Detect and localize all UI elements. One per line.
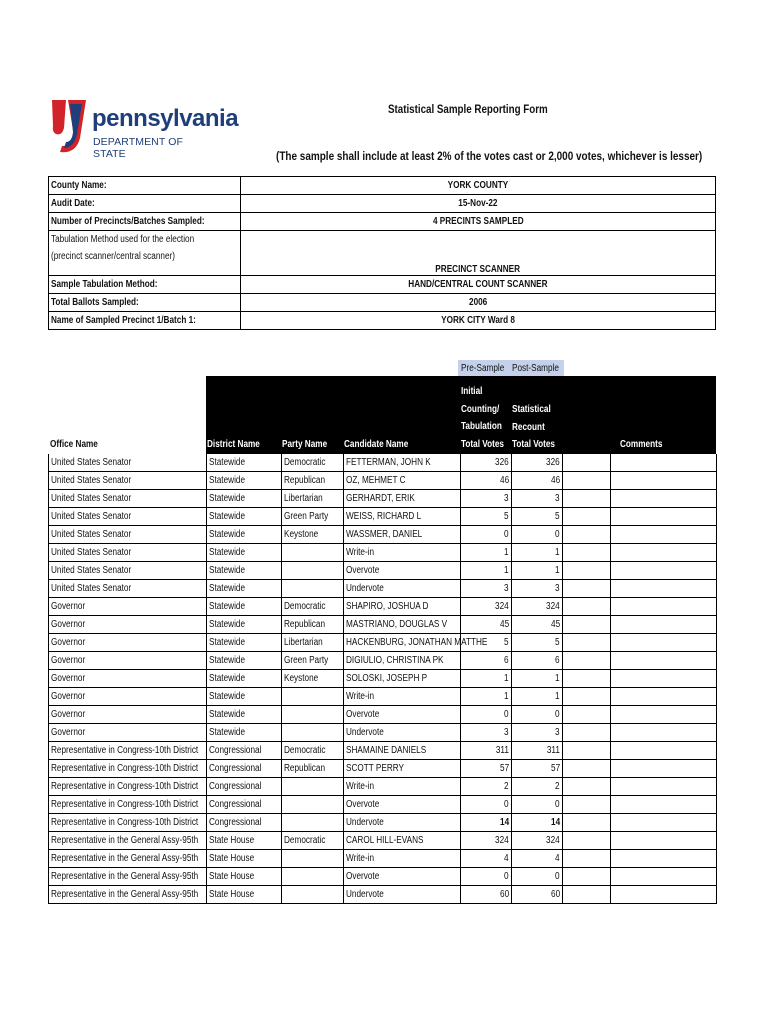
table-row <box>49 508 717 526</box>
recount-votes-cell: 6 <box>512 652 563 670</box>
office-cell: Governor <box>49 652 207 670</box>
party-cell <box>282 868 344 886</box>
recount-votes-cell: 2 <box>512 778 563 796</box>
district-cell: Statewide <box>207 724 282 742</box>
district-cell: Congressional <box>207 760 282 778</box>
initial-votes-cell: 57 <box>461 760 512 778</box>
recount-votes-cell: 14 <box>512 814 563 832</box>
candidate-cell: WASSMER, DANIEL <box>344 526 461 544</box>
party-cell <box>282 562 344 580</box>
initial-votes-cell: 2 <box>461 778 512 796</box>
table-row <box>49 490 717 508</box>
comments-cell <box>611 688 717 706</box>
total-ballots-value: 2006 <box>241 294 716 312</box>
district-cell: Statewide <box>207 706 282 724</box>
party-cell <box>282 778 344 796</box>
office-cell: United States Senator <box>49 508 207 526</box>
table-row <box>49 580 717 598</box>
recount-votes-cell: 5 <box>512 508 563 526</box>
party-cell <box>282 706 344 724</box>
recount-votes-cell: 324 <box>512 598 563 616</box>
blank-cell <box>563 526 611 544</box>
recount-votes-cell: 311 <box>512 742 563 760</box>
recount-votes-cell: 60 <box>512 886 563 904</box>
recount-votes-cell: 326 <box>512 454 563 472</box>
candidate-cell: Undervote <box>344 724 461 742</box>
office-cell: United States Senator <box>49 544 207 562</box>
recount-votes-cell: 0 <box>512 706 563 724</box>
initial-votes-cell: 3 <box>461 490 512 508</box>
district-cell: Statewide <box>207 472 282 490</box>
candidate-cell: GERHARDT, ERIK <box>344 490 461 508</box>
candidate-cell: WEISS, RICHARD L <box>344 508 461 526</box>
party-cell <box>282 688 344 706</box>
district-cell: Statewide <box>207 688 282 706</box>
candidate-cell: Undervote <box>344 580 461 598</box>
pre-sample-label: Pre-Sample <box>461 363 505 374</box>
recount-votes-cell: 1 <box>512 562 563 580</box>
party-cell <box>282 796 344 814</box>
office-cell: Representative in Congress-10th District <box>49 742 207 760</box>
sample-method-value: HAND/CENTRAL COUNT SCANNER <box>241 276 716 294</box>
party-cell: Democratic <box>282 454 344 472</box>
candidate-cell: MASTRIANO, DOUGLAS V <box>344 616 461 634</box>
pa-department-of-state-logo <box>50 98 239 160</box>
comments-cell <box>611 832 717 850</box>
district-cell: Congressional <box>207 778 282 796</box>
initial-votes-cell: 1 <box>461 562 512 580</box>
party-cell <box>282 724 344 742</box>
recount-votes-cell: 0 <box>512 526 563 544</box>
office-cell: United States Senator <box>49 526 207 544</box>
party-cell <box>282 850 344 868</box>
recount-votes-cell: 0 <box>512 796 563 814</box>
table-row <box>49 544 717 562</box>
blank-cell <box>563 454 611 472</box>
candidate-cell: Write-in <box>344 778 461 796</box>
blank-cell <box>563 598 611 616</box>
table-row <box>49 724 717 742</box>
blank-cell <box>563 616 611 634</box>
table-row <box>49 868 717 886</box>
party-cell: Republican <box>282 760 344 778</box>
district-cell: State House <box>207 832 282 850</box>
form-subtitle: (The sample shall include at least 2% of the votes cast or 2,000 votes, whichever is lesser) <box>276 149 703 163</box>
office-cell: United States Senator <box>49 472 207 490</box>
form-title: Statistical Sample Reporting Form <box>388 104 548 116</box>
blank-cell <box>563 562 611 580</box>
blank-cell <box>563 508 611 526</box>
county-label: County Name: <box>49 177 241 195</box>
comments-cell <box>611 670 717 688</box>
party-cell: Republican <box>282 616 344 634</box>
comments-cell <box>611 454 717 472</box>
comments-cell <box>611 544 717 562</box>
blank-cell <box>563 850 611 868</box>
initial-votes-cell: 1 <box>461 688 512 706</box>
table-row <box>49 796 717 814</box>
district-name-header: District Name <box>207 439 260 450</box>
table-row <box>49 454 717 472</box>
office-cell: United States Senator <box>49 562 207 580</box>
audit-date-label: Audit Date: <box>49 195 241 213</box>
comments-cell <box>611 490 717 508</box>
post-sample-label: Post-Sample <box>512 363 559 374</box>
district-cell: Statewide <box>207 508 282 526</box>
recount-votes-cell: 324 <box>512 832 563 850</box>
candidate-cell: CAROL HILL-EVANS <box>344 832 461 850</box>
initial-votes-cell: 3 <box>461 580 512 598</box>
district-cell: Statewide <box>207 652 282 670</box>
candidate-cell: Write-in <box>344 544 461 562</box>
initial-votes-cell: 5 <box>461 508 512 526</box>
district-cell: Statewide <box>207 580 282 598</box>
party-cell <box>282 544 344 562</box>
recount-votes-cell: 0 <box>512 868 563 886</box>
initial-votes-cell: 14 <box>461 814 512 832</box>
recount-votes-cell: 45 <box>512 616 563 634</box>
recount-votes-cell: 4 <box>512 850 563 868</box>
table-row <box>49 526 717 544</box>
precincts-sampled-label: Number of Precincts/Batches Sampled: <box>49 213 241 231</box>
candidate-cell: Write-in <box>344 850 461 868</box>
blank-cell <box>563 886 611 904</box>
comments-cell <box>611 724 717 742</box>
candidate-cell: FETTERMAN, JOHN K <box>344 454 461 472</box>
blank-cell <box>563 670 611 688</box>
office-cell: Governor <box>49 688 207 706</box>
comments-cell <box>611 526 717 544</box>
blank-cell <box>563 796 611 814</box>
blank-cell <box>563 868 611 886</box>
office-cell: Representative in the General Assy-95th <box>49 832 207 850</box>
blank-cell <box>563 832 611 850</box>
comments-cell <box>611 580 717 598</box>
office-cell: Governor <box>49 598 207 616</box>
initial-votes-cell: 60 <box>461 886 512 904</box>
initial-votes-cell: 311 <box>461 742 512 760</box>
district-cell: Statewide <box>207 526 282 544</box>
precinct-name-value: YORK CITY Ward 8 <box>241 312 716 330</box>
office-cell: Governor <box>49 724 207 742</box>
office-cell: Representative in the General Assy-95th <box>49 886 207 904</box>
sample-method-label: Sample Tabulation Method: <box>49 276 241 294</box>
candidate-cell: SCOTT PERRY <box>344 760 461 778</box>
office-cell: United States Senator <box>49 580 207 598</box>
office-cell: Governor <box>49 670 207 688</box>
initial-votes-cell: 5 <box>461 634 512 652</box>
initial-votes-cell: 45 <box>461 616 512 634</box>
tabulation-method-value: PRECINCT SCANNER <box>241 231 716 276</box>
recount-votes-cell: 46 <box>512 472 563 490</box>
blank-cell <box>563 814 611 832</box>
table-row <box>49 472 717 490</box>
county-value: YORK COUNTY <box>241 177 716 195</box>
district-cell: Statewide <box>207 616 282 634</box>
party-cell <box>282 814 344 832</box>
comments-header: Comments <box>620 439 663 450</box>
recount-votes-cell: 57 <box>512 760 563 778</box>
initial-votes-cell: 0 <box>461 868 512 886</box>
initial-votes-cell: 1 <box>461 544 512 562</box>
party-cell <box>282 886 344 904</box>
candidate-cell: Overvote <box>344 562 461 580</box>
table-row <box>49 688 717 706</box>
party-cell: Republican <box>282 472 344 490</box>
comments-cell <box>611 850 717 868</box>
district-cell: State House <box>207 850 282 868</box>
blank-cell <box>563 544 611 562</box>
party-cell: Democratic <box>282 742 344 760</box>
candidate-cell: Overvote <box>344 706 461 724</box>
table-row <box>49 814 717 832</box>
office-cell: Representative in Congress-10th District <box>49 760 207 778</box>
candidate-cell: DIGIULIO, CHRISTINA PK <box>344 652 461 670</box>
party-cell: Democratic <box>282 832 344 850</box>
candidate-cell: Write-in <box>344 688 461 706</box>
table-row <box>49 778 717 796</box>
party-cell: Libertarian <box>282 634 344 652</box>
table-row <box>49 742 717 760</box>
district-cell: Statewide <box>207 670 282 688</box>
comments-cell <box>611 634 717 652</box>
blank-cell <box>563 634 611 652</box>
comments-cell <box>611 760 717 778</box>
table-row <box>49 832 717 850</box>
district-cell: State House <box>207 868 282 886</box>
party-cell: Keystone <box>282 526 344 544</box>
recount-votes-cell: 1 <box>512 670 563 688</box>
party-cell: Green Party <box>282 508 344 526</box>
district-cell: Statewide <box>207 490 282 508</box>
blank-cell <box>563 472 611 490</box>
comments-cell <box>611 616 717 634</box>
candidate-cell: Overvote <box>344 796 461 814</box>
party-cell: Green Party <box>282 652 344 670</box>
initial-votes-cell: 0 <box>461 796 512 814</box>
initial-votes-cell: 3 <box>461 724 512 742</box>
comments-cell <box>611 598 717 616</box>
party-cell: Keystone <box>282 670 344 688</box>
initial-votes-cell: 324 <box>461 598 512 616</box>
candidate-name-header: Candidate Name <box>344 439 409 450</box>
district-cell: Statewide <box>207 562 282 580</box>
initial-votes-cell: 0 <box>461 706 512 724</box>
blank-cell <box>563 580 611 598</box>
audit-date-value: 15-Nov-22 <box>241 195 716 213</box>
comments-cell <box>611 562 717 580</box>
recount-votes-cell: 3 <box>512 490 563 508</box>
office-cell: Governor <box>49 616 207 634</box>
district-cell: Statewide <box>207 454 282 472</box>
district-cell: State House <box>207 886 282 904</box>
initial-votes-cell: 324 <box>461 832 512 850</box>
blank-cell <box>563 724 611 742</box>
initial-votes-cell: 4 <box>461 850 512 868</box>
candidate-cell: Undervote <box>344 814 461 832</box>
district-cell: Congressional <box>207 742 282 760</box>
candidate-cell: SHAPIRO, JOSHUA D <box>344 598 461 616</box>
office-cell: Representative in Congress-10th District <box>49 814 207 832</box>
candidate-cell: SOLOSKI, JOSEPH P <box>344 670 461 688</box>
comments-cell <box>611 652 717 670</box>
party-cell: Libertarian <box>282 490 344 508</box>
party-cell: Democratic <box>282 598 344 616</box>
table-row <box>49 616 717 634</box>
comments-cell <box>611 508 717 526</box>
header-info-table <box>48 176 716 330</box>
office-cell: Governor <box>49 634 207 652</box>
keystone-logo-icon <box>50 98 90 156</box>
pre-post-sample-band <box>458 360 564 377</box>
comments-cell <box>611 796 717 814</box>
logo-wordmark: pennsylvania <box>92 105 239 132</box>
precinct-name-label: Name of Sampled Precinct 1/Batch 1: <box>49 312 241 330</box>
office-cell: Representative in Congress-10th District <box>49 778 207 796</box>
office-cell: Representative in the General Assy-95th <box>49 850 207 868</box>
party-cell <box>282 580 344 598</box>
statistical-recount-header: Statistical Recount Total Votes <box>512 404 555 450</box>
blank-cell <box>563 742 611 760</box>
table-row <box>49 652 717 670</box>
table-row <box>49 886 717 904</box>
comments-cell <box>611 706 717 724</box>
blank-cell <box>563 652 611 670</box>
table-row <box>49 562 717 580</box>
initial-votes-cell: 6 <box>461 652 512 670</box>
candidate-cell: HACKENBURG, JONATHAN MATTHE <box>344 634 461 652</box>
comments-cell <box>611 472 717 490</box>
initial-votes-cell: 1 <box>461 670 512 688</box>
office-cell: Representative in Congress-10th District <box>49 796 207 814</box>
initial-votes-cell: 46 <box>461 472 512 490</box>
blank-cell <box>563 706 611 724</box>
district-cell: Congressional <box>207 814 282 832</box>
candidate-cell: Undervote <box>344 886 461 904</box>
tabulation-method-label: Tabulation Method used for the election (precinct scanner/central scanner) <box>49 231 241 276</box>
candidate-cell: OZ, MEHMET C <box>344 472 461 490</box>
precincts-sampled-value: 4 PRECINTS SAMPLED <box>241 213 716 231</box>
initial-count-header: Initial Counting/ Tabulation Total Votes <box>461 386 504 450</box>
table-row <box>49 850 717 868</box>
office-cell: Representative in the General Assy-95th <box>49 868 207 886</box>
table-row <box>49 634 717 652</box>
comments-cell <box>611 886 717 904</box>
logo-subtitle: DEPARTMENT OF STATE <box>93 136 183 160</box>
total-ballots-label: Total Ballots Sampled: <box>49 294 241 312</box>
table-row <box>49 598 717 616</box>
blank-cell <box>563 688 611 706</box>
district-cell: Statewide <box>207 544 282 562</box>
table-row <box>49 706 717 724</box>
blank-cell <box>563 490 611 508</box>
office-cell: Governor <box>49 706 207 724</box>
blank-cell <box>563 760 611 778</box>
district-cell: Congressional <box>207 796 282 814</box>
comments-cell <box>611 868 717 886</box>
office-name-header: Office Name <box>50 439 98 450</box>
comments-cell <box>611 814 717 832</box>
comments-cell <box>611 742 717 760</box>
district-cell: Statewide <box>207 598 282 616</box>
recount-votes-cell: 3 <box>512 724 563 742</box>
comments-cell <box>611 778 717 796</box>
recount-votes-cell: 3 <box>512 580 563 598</box>
results-table <box>48 454 717 904</box>
blank-cell <box>563 778 611 796</box>
candidate-cell: Overvote <box>344 868 461 886</box>
office-cell: United States Senator <box>49 454 207 472</box>
district-cell: Statewide <box>207 634 282 652</box>
table-row <box>49 670 717 688</box>
party-name-header: Party Name <box>282 439 328 450</box>
recount-votes-cell: 1 <box>512 544 563 562</box>
recount-votes-cell: 1 <box>512 688 563 706</box>
initial-votes-cell: 0 <box>461 526 512 544</box>
recount-votes-cell: 5 <box>512 634 563 652</box>
candidate-cell: SHAMAINE DANIELS <box>344 742 461 760</box>
table-row <box>49 760 717 778</box>
office-cell: United States Senator <box>49 490 207 508</box>
initial-votes-cell: 326 <box>461 454 512 472</box>
